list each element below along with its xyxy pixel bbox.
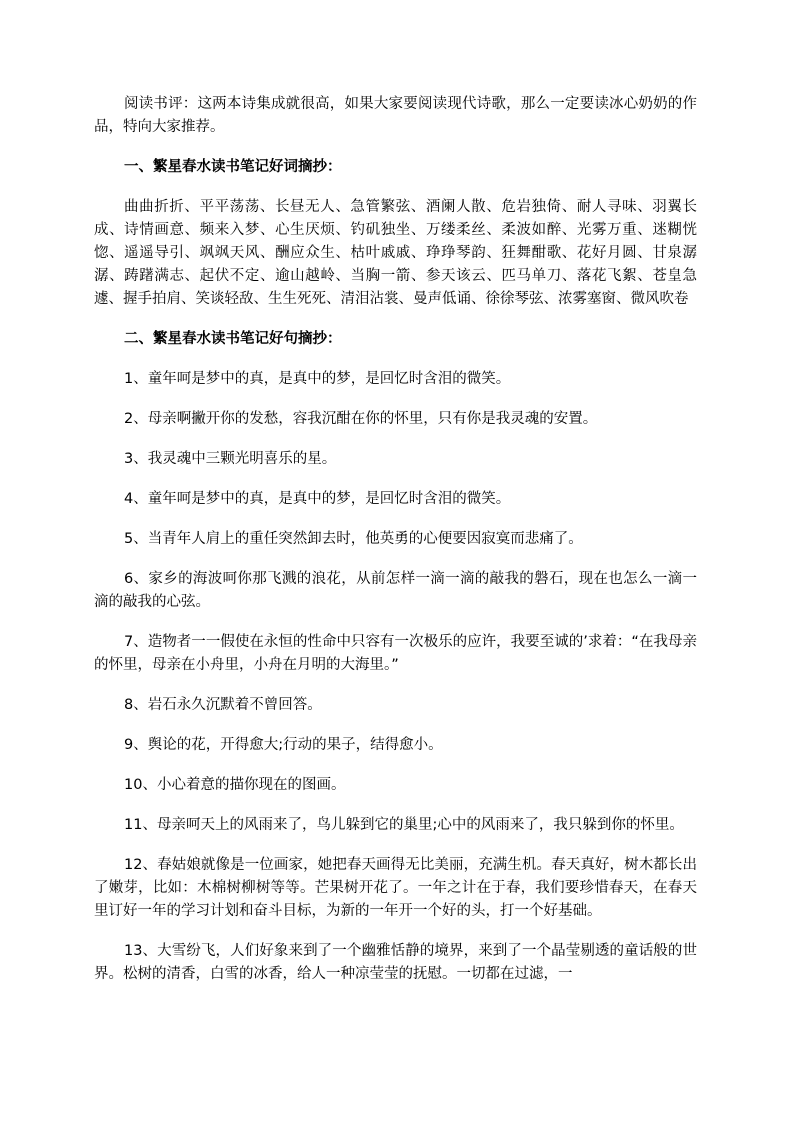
sentence-item-6: 6、家乡的海波呵你那飞溅的浪花，从前怎样一滴一滴的敲我的磐石，现在也怎么一滴一滴的敲我的心弦。 [94,571,697,610]
sentence-item-10: 10、小心着意的描你现在的图画。 [124,777,346,793]
sentence-item-9: 9、舆论的花，开得愈大;行动的果子，结得愈小。 [124,737,443,753]
sentence-item-11: 11、母亲呵天上的风雨来了，鸟儿躲到它的巢里;心中的风雨来了，我只躲到你的怀里。 [124,817,684,833]
sentence-list [94,368,697,986]
section-1-heading: 一、繁星春水读书笔记好词摘抄： [124,159,342,175]
section-1-word-list: 曲曲折折、平平荡荡、长昼无人、急管繁弦、酒阑人散、危岩独倚、耐人寻味、羽翼长成、诗情画意、频来入梦、心生厌烦、钓矶独坐、万缕柔丝、柔波如醉、光雾万重、迷糊恍惚、遥遥导引、飒飒天风、酬应众生、枯叶戚戚、琤琤琴韵、狂舞酣歌、花好月圆、甘泉潺潺、踌躇满志、起伏不定、逾山越岭、当胸一箭、参天该云、匹马单刀、落花飞絮、苍皇急遽、握手拍肩、笑谈轻敌、生生死死、清泪沾裳、曼声低诵、徐徐琴弦、浓雾塞窗、微风吹卷 [94,199,697,307]
sentence-item-2: 2、母亲啊撇开你的发愁，容我沉酣在你的怀里，只有你是我灵魂的安置。 [124,411,598,427]
sentence-item-13: 13、大雪纷飞，人们好象来到了一个幽雅恬静的境界，来到了一个晶莹剔透的童话般的世界。松树的清香，白雪的冰香，给人一种凉莹莹的抚慰。一切都在过滤，一 [94,943,697,982]
sentence-item-8: 8、岩石永久沉默着不曾回答。 [124,697,322,713]
sentence-item-5: 5、当青年人肩上的重任突然卸去时，他英勇的心便要因寂寞而悲痛了。 [124,531,583,547]
sentence-item-4: 4、童年呵是梦中的真，是真中的梦，是回忆时含泪的微笑。 [124,491,511,507]
sentence-item-1: 1、童年呵是梦中的真，是真中的梦，是回忆时含泪的微笑。 [124,371,511,387]
intro-paragraph: 阅读书评：这两本诗集成就很高，如果大家要阅读现代诗歌，那么一定要读冰心奶奶的作品，特向大家推荐。 [94,96,697,135]
sentence-item-7: 7、造物者一一假使在永恒的性命中只容有一次极乐的应许，我要至诚的’求着：“在我母亲的怀里，母亲在小舟里，小舟在月明的大海里。” [94,634,697,673]
sentence-item-12: 12、春姑娘就像是一位画家，她把春天画得无比美丽，充满生机。春天真好，树木都长出了嫩芽，比如：木棉树柳树等等。芒果树开花了。一年之计在于春，我们要珍惜春天，在春天里订好一年的学习计划和奋斗目标，为新的一年开一个好的头，打一个好基础。 [94,857,697,919]
section-2-heading: 二、繁星春水读书笔记好句摘抄： [124,331,342,347]
document-page [94,93,697,1003]
sentence-item-3: 3、我灵魂中三颗光明喜乐的星。 [124,451,337,467]
